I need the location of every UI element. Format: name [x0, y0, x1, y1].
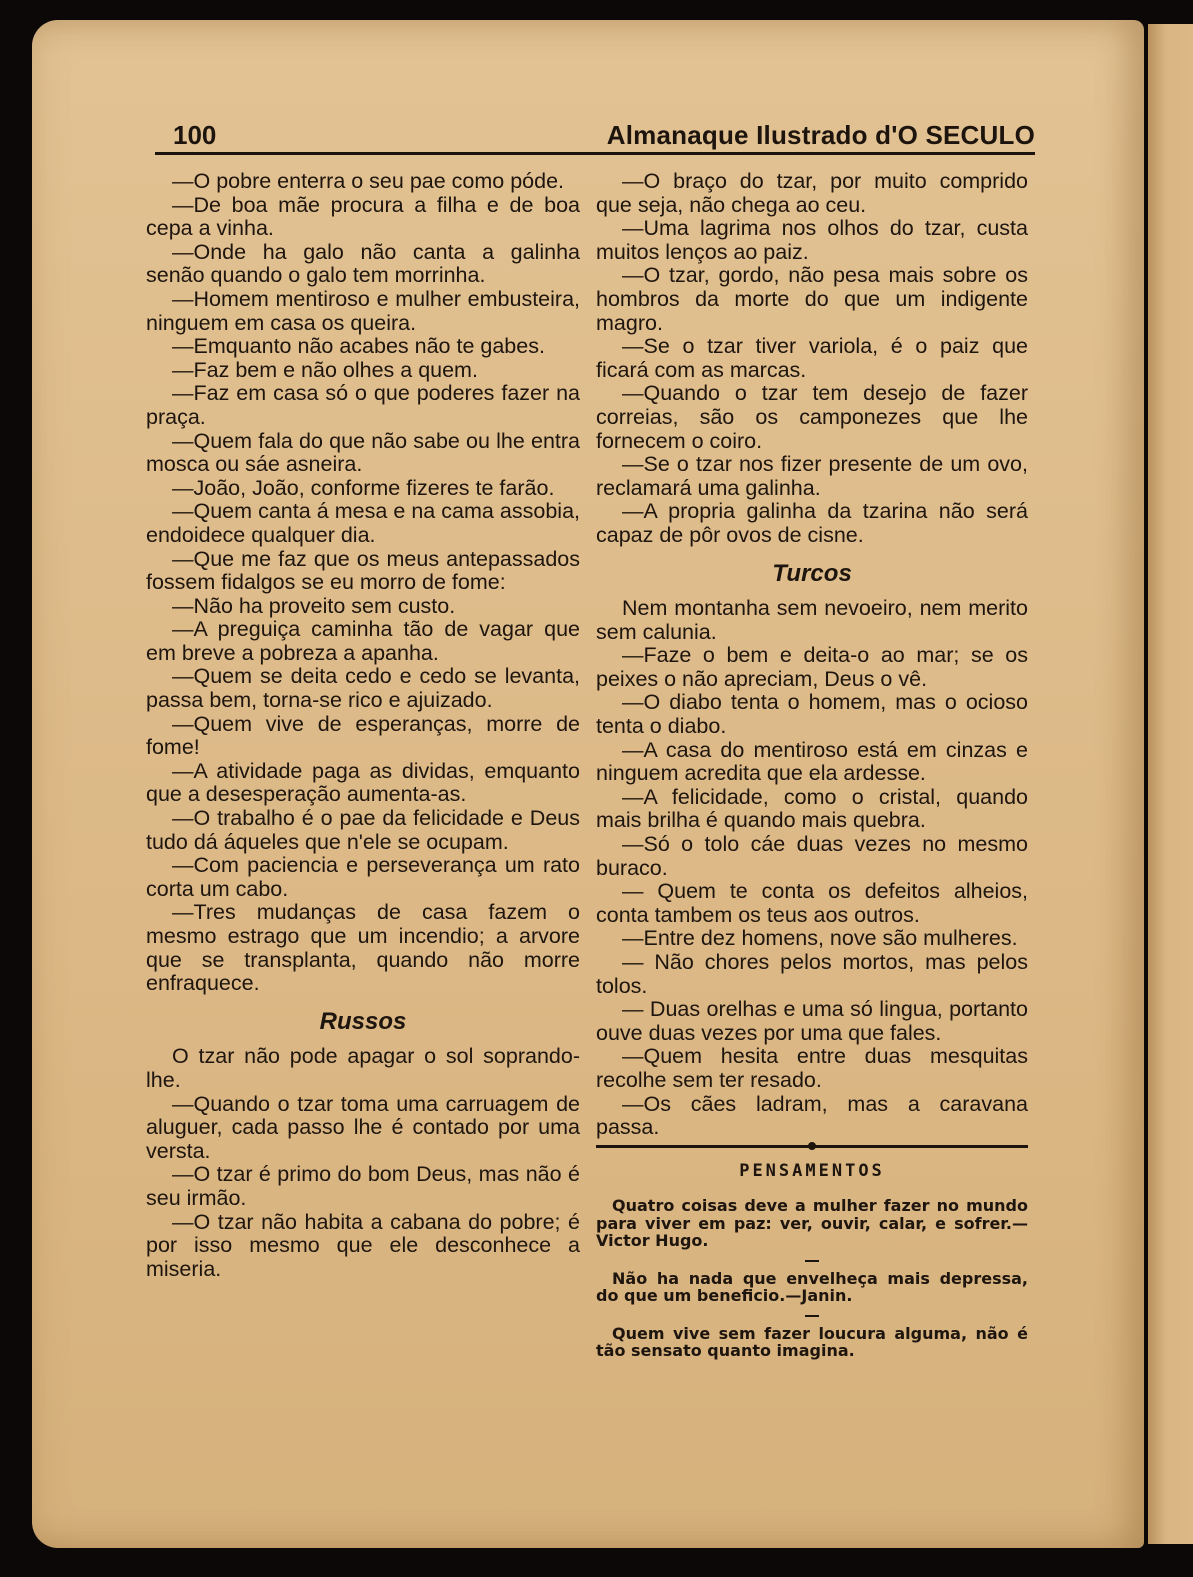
section-heading-turcos: Turcos [772, 559, 852, 587]
proverb: —O diabo tenta o homem, mas o ocioso tenta o diabo. [596, 690, 1028, 739]
proverb: —O trabalho é o pae da felicidade e Deus tudo dá áqueles que n'ele se ocupam. [146, 806, 580, 854]
proverb: —A atividade paga as dividas, emquanto que a desesperação aumenta-as. [146, 758, 580, 807]
proverb: —O braço do tzar, por muito comprido que seja, não chega ao ceu. [596, 169, 1028, 217]
left-column [146, 170, 580, 1281]
thought-item: Quem vive sem fazer loucura alguma, não é tão sensato quanto imagina. [596, 1323, 1028, 1361]
proverb: —Faz bem e não olhes a quem. [172, 357, 478, 382]
ornamental-rule [596, 1145, 1028, 1148]
proverb: —A propria galinha da tzarina não será capaz de pôr ovos de cisne. [596, 499, 1028, 547]
thought-item: Não ha nada que envelheça mais depressa, do que um beneficio.—Janin. [596, 1268, 1028, 1306]
proverb: — Quem te conta os defeitos alheios, conta tambem os teus aos outros. [596, 879, 1028, 927]
proverb: —Quem canta á mesa e na cama assobia, endoidece qualquer dia. [146, 499, 580, 547]
proverb: —Uma lagrima nos olhos do tzar, custa muitos lenços ao paiz. [596, 216, 1028, 264]
proverb: —O tzar, gordo, não pesa mais sobre os hombros da morte do que um indigente magro. [596, 263, 1028, 335]
proverb: —Não ha proveito sem custo. [172, 593, 456, 618]
proverb: O tzar não pode apagar o sol soprando-lhe. [146, 1044, 580, 1092]
header-rule [155, 152, 1035, 155]
proverb: —Quem hesita entre duas mesquitas recolhe sem ter resado. [596, 1044, 1028, 1092]
adjacent-page-edge [1148, 24, 1193, 1544]
right-column [596, 170, 1028, 1370]
page-header [155, 120, 1035, 156]
page-number: 100 [173, 120, 217, 150]
proverb: Nem montanha sem nevoeiro, nem merito sem calunia. [596, 596, 1028, 644]
proverb: —Onde ha galo não canta a galinha senão quando o galo tem morrinha. [146, 239, 580, 288]
proverb: —Que me faz que os meus antepassados fossem fidalgos se eu morro de fome: [146, 546, 580, 595]
proverb: —De boa mãe procura a filha e de boa cepa a vinha. [146, 192, 580, 241]
proverb: —Quando o tzar tem desejo de fazer correias, são os camponezes que lhe fornecem o coiro. [596, 381, 1028, 453]
thoughts-title: PENSAMENTOS [739, 1160, 885, 1181]
thought-separator [805, 1315, 819, 1317]
proverb: — Duas orelhas e uma só lingua, portanto ouve duas vezes por uma que fales. [596, 997, 1028, 1045]
proverb: —Se o tzar tiver variola, é o paiz que ficará com as marcas. [596, 334, 1028, 382]
thought-separator [805, 1260, 819, 1262]
proverb: —Homem mentiroso e mulher embusteira, ninguem em casa os queira. [146, 286, 580, 335]
proverb: —Tres mudanças de casa fazem o mesmo estrago que um incendio; a arvore que se transplanta, quando não morre enfraquece. [146, 900, 580, 996]
proverb: —Os cães ladram, mas a caravana passa. [596, 1091, 1028, 1140]
proverb: —Só o tolo cáe duas vezes no mesmo buraco. [596, 832, 1028, 880]
proverb: —João, João, conforme fizeres te farão. [172, 475, 555, 500]
proverb: —A preguiça caminha tão de vagar que em breve a pobreza a apanha. [146, 617, 580, 665]
proverb: —O tzar é primo do bom Deus, mas não é seu irmão. [146, 1162, 580, 1210]
proverb: —Entre dez homens, nove são mulheres. [622, 926, 1018, 951]
proverb: —Emquanto não acabes não te gabes. [172, 334, 545, 359]
proverb: —Faze o bem e deita-o ao mar; se os peixes o não apreciam, Deus o vê. [596, 643, 1028, 691]
proverb: —Quem vive de esperanças, morre de fome! [146, 711, 580, 760]
proverb: —O tzar não habita a cabana do pobre; é por isso mesmo que ele desconhece a miseria. [146, 1209, 580, 1281]
proverb: —Se o tzar nos fizer presente de um ovo, reclamará uma galinha. [596, 452, 1028, 500]
thoughts-box [596, 1160, 1028, 1360]
section-heading-russos: Russos [319, 1007, 407, 1035]
thought-item: Quatro coisas deve a mulher fazer no mundo para viver em paz: ver, ouvir, calar, e sofrer.—Victor Hugo. [596, 1196, 1028, 1251]
proverb: —Quem se deita cedo e cedo se levanta, passa bem, torna-se rico e ajuizado. [146, 664, 580, 713]
proverb: — Não chores pelos mortos, mas pelos tolos. [596, 950, 1028, 998]
running-title: Almanaque Ilustrado d'O SECULO [606, 120, 1035, 150]
proverb: —O pobre enterra o seu pae como póde. [172, 169, 565, 193]
proverb: —Quando o tzar toma uma carruagem de aluguer, cada passo lhe é contado por uma versta. [146, 1091, 580, 1163]
proverb: —Quem fala do que não sabe ou lhe entra mosca ou sáe asneira. [146, 428, 580, 477]
proverb: —Com paciencia e perseverança um rato corta um cabo. [146, 853, 580, 901]
proverb: —A casa do mentiroso está em cinzas e ninguem acredita que ela ardesse. [596, 737, 1028, 786]
proverb: —A felicidade, como o cristal, quando mais brilha é quando mais quebra. [596, 784, 1028, 833]
proverb: —Faz em casa só o que poderes fazer na praça. [146, 381, 580, 429]
